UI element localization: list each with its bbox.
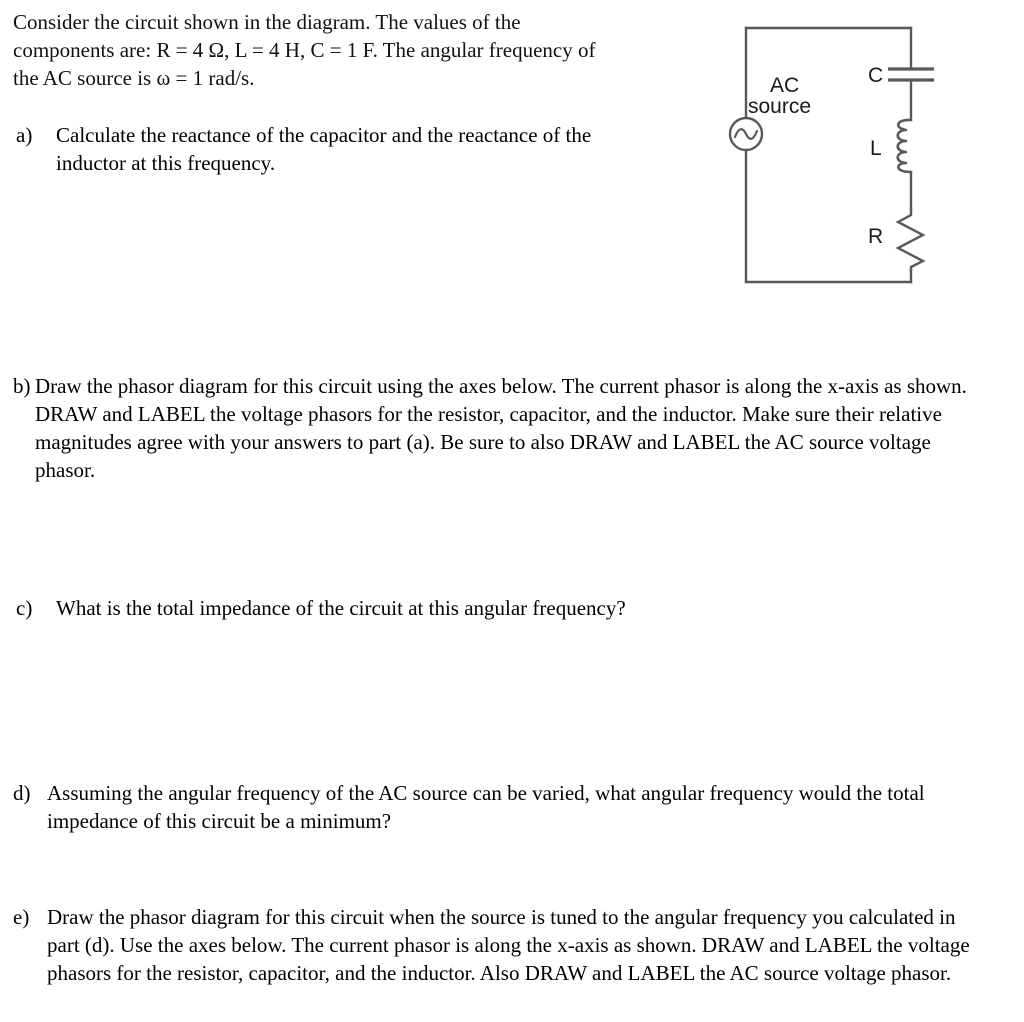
resistor-label: R bbox=[868, 225, 884, 248]
question-marker-a: a) bbox=[16, 123, 33, 147]
inductor-label: L bbox=[870, 137, 882, 160]
ac-source-label-line1: AC bbox=[770, 74, 800, 97]
question-text-a: Calculate the reactance of the capacitor and the reactance of the inductor at this frequency. bbox=[56, 123, 597, 175]
question-text-b: Draw the phasor diagram for this circuit using the axes below. The current phasor is along the x-axis as shown. DRAW and LABEL the voltage phasors for the resistor, capacitor, and the inductor. Make sure their relative magnitudes agree with your answers to part (a). Be sure to also DRAW and LABEL the AC source voltage phasor. bbox=[35, 374, 973, 482]
resistor-zigzag bbox=[898, 210, 923, 270]
capacitor-label: C bbox=[868, 64, 884, 87]
intro-paragraph: Consider the circuit shown in the diagram. The values of the components are: R = 4 Ω, L = 4 H, C = 1 F. The angular frequency of the AC source is ω = 1 rad/s. bbox=[13, 10, 601, 90]
question-marker-c: c) bbox=[16, 596, 33, 620]
question-item-e bbox=[13, 903, 973, 987]
question-item-b bbox=[13, 372, 973, 484]
question-text-d: Assuming the angular frequency of the AC source can be varied, what angular frequency would the total impedance of this circuit be a minimum? bbox=[47, 781, 930, 833]
question-item-a bbox=[16, 121, 630, 177]
ac-source-label-line2: source bbox=[748, 95, 812, 118]
question-item-c bbox=[16, 594, 736, 622]
question-item-d bbox=[13, 779, 988, 835]
circuit-diagram bbox=[700, 10, 1000, 310]
question-marker-d: d) bbox=[13, 781, 31, 805]
question-text-e: Draw the phasor diagram for this circuit when the source is tuned to the angular frequency you calculated in part (d). Use the axes below. The current phasor is along the x-axis as shown. DRAW and LABEL the voltage phasors for the resistor, capacitor, and the inductor. Also DRAW and LABEL the AC source voltage phasor. bbox=[47, 905, 975, 985]
question-marker-e: e) bbox=[13, 905, 30, 929]
inductor-coil bbox=[898, 120, 911, 172]
question-text-c: What is the total impedance of the circuit at this angular frequency? bbox=[56, 596, 626, 620]
question-marker-b: b) bbox=[13, 374, 31, 398]
